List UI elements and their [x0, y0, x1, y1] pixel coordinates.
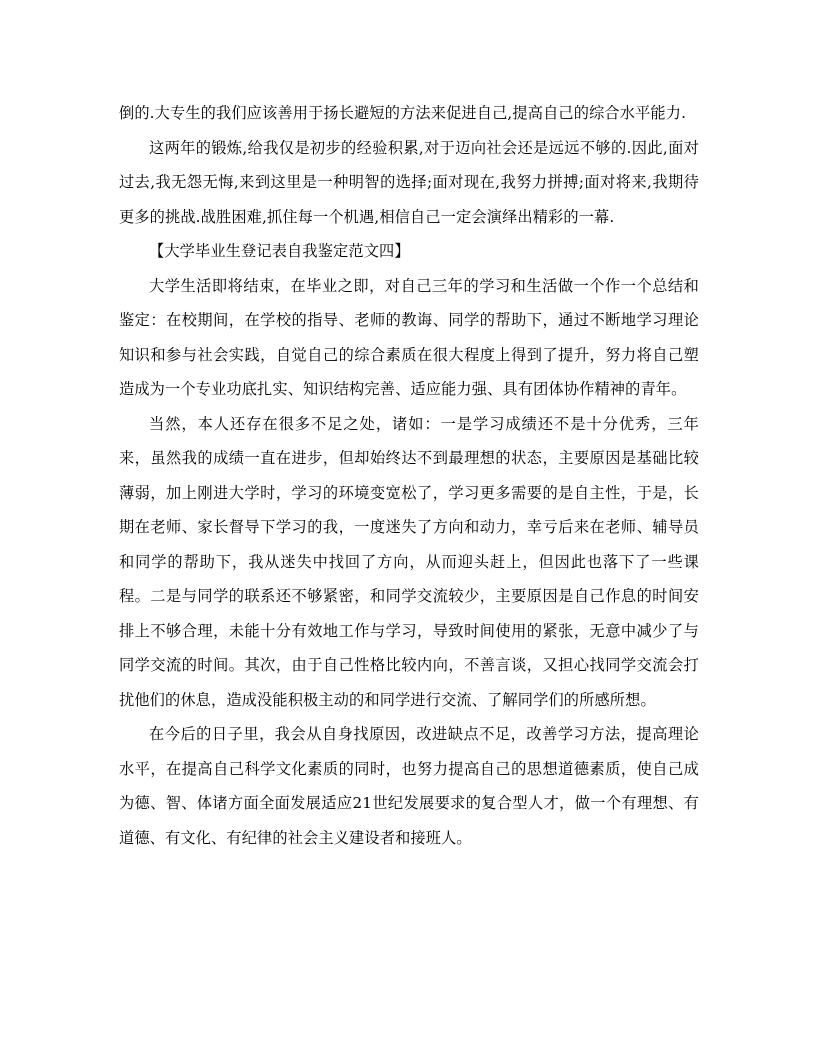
document-page: [119, 96, 699, 855]
paragraph-future-plans: 在今后的日子里，我会从自身找原因，改进缺点不足，改善学习方法，提高理论水平，在提高自己科学文化素质的同时，也努力提高自己的思想道德素质，使自己成为德、智、体诸方面全面发展适应21世纪发展要求的复合型人才，做一个有理想、有道德、有文化、有纪律的社会主义建设者和接班人。: [119, 725, 699, 847]
paragraph-summary: 大学生活即将结束，在毕业之即，对自己三年的学习和生活做一个作一个总结和鉴定：在校期间，在学校的指导、老师的教诲、同学的帮助下，通过不断地学习理论知识和参与社会实践，自觉自己的综合素质在很大程度上得到了提升，努力将自己塑造成为一个专业功底扎实、知识结构完善、适应能力强、具有团体协作精神的青年。: [119, 276, 699, 398]
section-heading: 【大学毕业生登记表自我鉴定范文四】: [149, 242, 410, 260]
paragraph-continued: 倒的.大专生的我们应该善用于扬长避短的方法来促进自己,提高自己的综合水平能力.: [119, 104, 687, 122]
paragraph-reflection: 这两年的锻炼,给我仅是初步的经验积累,对于迈向社会还是远远不够的.因此,面对过去,我无怨无悔,来到这里是一种明智的选择;面对现在,我努力拼搏;面对将来,我期待更多的挑战.战胜困难,抓住每一个机遇,相信自己一定会演绎出精彩的一幕.: [119, 138, 699, 226]
paragraph-shortcomings: 当然，本人还存在很多不足之处，诸如：一是学习成绩还不是十分优秀，三年来，虽然我的成绩一直在进步，但却始终达不到最理想的状态，主要原因是基础比较薄弱，加上刚进大学时，学习的环境变宽松了，学习更多需要的是自主性，于是，长期在老师、家长督导下学习的我，一度迷失了方向和动力，幸亏后来在老师、辅导员和同学的帮助下，我从迷失中找回了方向，从而迎头赶上，但因此也落下了一些课程。二是与同学的联系还不够紧密，和同学交流较少，主要原因是自己作息的时间安排上不够合理，未能十分有效地工作与学习，导致时间使用的紧张，无意中减少了与同学交流的时间。其次，由于自己性格比较内向，不善言谈，又担心找同学交流会打扰他们的休息，造成没能积极主动的和同学进行交流、了解同学们的所感所想。: [119, 414, 699, 709]
